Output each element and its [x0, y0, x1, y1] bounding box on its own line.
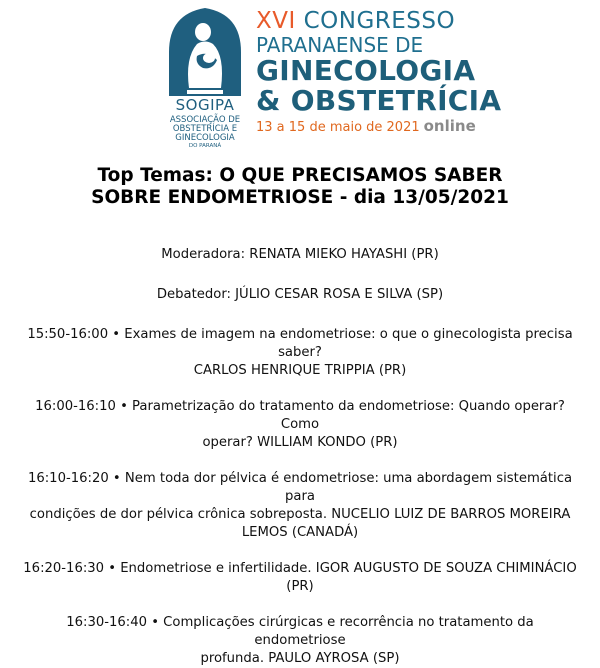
program-item-line: LEMOS (CANADÁ) [241, 525, 359, 540]
sogipa-logo [163, 6, 247, 156]
edition-word: CONGRESSO [303, 8, 456, 34]
date-text: 13 a 15 de maio de 2021 [256, 120, 420, 135]
logo-subtitle-line: GINECOLOGIA [175, 133, 235, 143]
heading-line: SOBRE ENDOMETRIOSE - dia 13/05/2021 [91, 187, 509, 208]
program-item-line: profunda. PAULO AYROSA (SP) [200, 651, 400, 666]
debater-line: Debatedor: JÚLIO CESAR ROSA E SILVA (SP) [156, 287, 444, 302]
program-item-line: 16:20-16:30 • Endometriose e infertilidade. IGOR AUGUSTO DE SOUZA CHIMINÁCIO (PR) [23, 561, 577, 594]
program-item-line: 16:10-16:20 • Nem toda dor pélvica é endometriose: uma abordagem sistemática para [27, 471, 573, 504]
program-item-line: 15:50-16:00 • Exames de imagem na endometriose: o que o ginecologista precisa saber? [27, 327, 573, 360]
program-item [20, 398, 580, 452]
edition-roman: XVI [256, 8, 296, 34]
program-item-line: 16:30-16:40 • Complicações cirúrgicas e recorrência no tratamento da endometriose [66, 615, 534, 648]
heading-line: Top Temas: O QUE PRECISAMOS SABER [97, 165, 503, 186]
program-item [20, 560, 580, 596]
program-item-line: condições de dor pélvica crônica sobreposta. NUCELIO LUIZ DE BARROS MOREIRA [29, 507, 571, 522]
congress-line-ginecologia: GINECOLOGIA [256, 54, 476, 87]
congress-edition [256, 10, 496, 33]
logo-name: SOGIPA [175, 96, 235, 114]
program-item-line: 16:00-16:10 • Parametrização do tratamento da endometriose: Quando operar? Como [35, 399, 565, 432]
logo-subtitle [163, 116, 247, 143]
moderator-line: Moderadora: RENATA MIEKO HAYASHI (PR) [161, 247, 439, 262]
online-label: online [423, 117, 476, 135]
program-item-line: operar? WILLIAM KONDO (PR) [202, 435, 398, 450]
program-item [20, 470, 580, 542]
congress-title [256, 8, 502, 135]
congress-line-obstetricia: & OBSTETRÍCIA [256, 84, 502, 117]
logo-subtitle-line: ASSOCIAÇÃO DE [169, 115, 241, 125]
program-item-line: CARLOS HENRIQUE TRIPPIA (PR) [193, 363, 407, 378]
congress-date [256, 119, 496, 134]
session-heading [0, 165, 600, 209]
program-item [20, 326, 580, 380]
logo-subtitle-small: DO PARANÁ [188, 143, 222, 149]
logo-subtitle-line: OBSTETRÍCIA E [172, 124, 238, 134]
session-program [20, 246, 580, 668]
sogipa-emblem-icon [163, 6, 247, 98]
congress-region: PARANAENSE DE [256, 33, 424, 57]
program-item [20, 614, 580, 668]
